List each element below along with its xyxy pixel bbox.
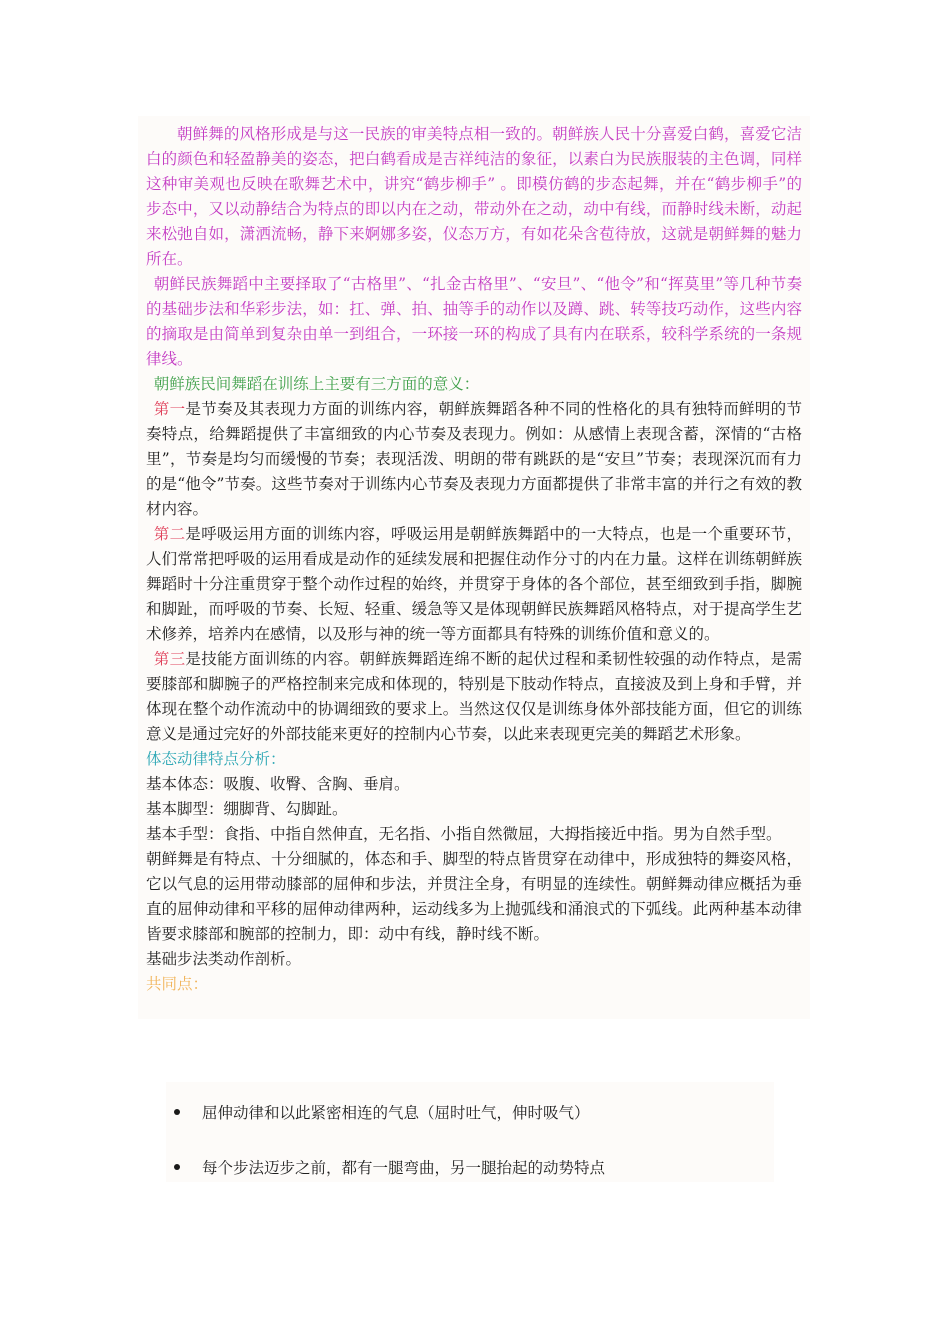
bullet-icon [174,1109,180,1115]
second-text: 是呼吸运用方面的训练内容，呼吸运用是朝鲜族舞蹈中的一大特点，也是一个重要环节，人们常常把呼吸的运用看成是动作的延续发展和把握住动作分寸的内在力量。这样在训练朝鲜族舞蹈时十分注重贯穿于整个动作过程的始终，并贯穿于身体的各个部位，甚至细致到手指，脚腕和脚趾，而呼吸的节奏、长短、轻重、缓急等又是体现朝鲜民族舞蹈风格特点，对于提高学生艺术修养，培养内在感情，以及形与神的统一等方面都具有特殊的训练价值和意义的。 [146,525,802,643]
analysis-heading: 体态动律特点分析： [146,750,286,768]
intro-paragraph: 朝鲜舞的风格形成是与这一民族的审美特点相一致的。朝鲜族人民十分喜爱白鹤，喜爱它洁白的颜色和轻盈静美的姿态，把白鹤看成是吉祥纯洁的象征，以素白为民族服装的主色调，同样这种审美观也反映在歌舞艺术中，讲究“鹤步柳手” 。即模仿鹤的步态起舞，并在“鹤步柳手”的步态中，又以动静结合为特点的即以内在之动，带动外在之动，动中有线，而静时线未断，动起来松弛自如，潇洒流畅，静下来婀娜多姿，仪态万方，有如花朵含苞待放，这就是朝鲜舞的魅力所在。 [146,125,802,268]
first-point-paragraph [146,397,802,522]
second-label: 第二 [153,525,186,543]
list-item-text: 屈伸动律和以此紧密相连的气息（屈时吐气，伸时吸气） [202,1104,590,1122]
third-label: 第三 [153,650,186,668]
meaning-heading: 朝鲜族民间舞蹈在训练上主要有三方面的意义： [153,375,480,393]
list-item [174,1156,605,1178]
first-label: 第一 [153,400,186,418]
first-text: 是节奏及其表现力方面的训练内容，朝鲜族舞蹈各种不同的性格化的具有独特而鲜明的节奏特点，给舞蹈提供了丰富细致的内心节奏及表现力。例如：从感情上表现含蓄，深情的“古格里”，节奏是均匀而缓慢的节奏；表现活泼、明朗的带有跳跃的是“安旦”节奏；表现深沉而有力的是“他令”节奏。这些节奏对于训练内心节奏及表现力方面都提供了非常丰富的并行之有效的教材内容。 [146,400,802,518]
third-point-paragraph [146,647,802,747]
document-body [138,116,810,1019]
list-item-text: 每个步法迈步之前，都有一腿弯曲，另一腿抬起的动势特点 [202,1159,606,1177]
basic-posture-line: 基本体态：吸腹、收臀、含胸、垂肩。 [146,775,410,793]
dynamics-paragraph: 朝鲜舞是有特点、十分细腻的，体态和手、脚型的特点皆贯穿在动律中，形成独特的舞姿风格，它以气息的运用带动膝部的屈伸和步法，并贯注全身，有明显的连续性。朝鲜舞动律应概括为垂直的屈伸动律和平移的屈伸动律两种，运动线多为上抛弧线和涌浪式的下弧线。此两种基本动律皆要求膝部和腕部的控制力，即：动中有线，静时线不断。 [146,850,802,943]
third-text: 是技能方面训练的内容。朝鲜族舞蹈连绵不断的起伏过程和柔韧性较强的动作特点，是需要膝部和脚腕子的严格控制来完成和体现的，特别是下肢动作特点，直接波及到上身和手臂，并体现在整个动作流动中的协调细致的要求上。当然这仅仅是训练身体外部技能方面，但它的训练意义是通过完好的外部技能来更好的控制内心节奏，以此来表现更完美的舞蹈艺术形象。 [146,650,802,743]
common-points-list [166,1082,774,1182]
basic-foot-line: 基本脚型：绷脚背、勾脚趾。 [146,800,348,818]
rhythm-paragraph: 朝鲜民族舞蹈中主要择取了“古格里”、“扎金古格里”、“安旦”、“他令”和“挥莫里”等几种节奏的基础步法和华彩步法，如：扛、弹、拍、抽等手的动作以及蹲、跳、转等技巧动作，这些内容的摘取是由简单到复杂由单一到组合，一环接一环的构成了具有内在联系，较科学系统的一条规律线。 [146,275,802,368]
second-point-paragraph [146,522,802,647]
list-item [174,1101,590,1123]
bullet-icon [174,1164,180,1170]
steps-analysis-line: 基础步法类动作剖析。 [146,950,302,968]
basic-hand-line: 基本手型：食指、中指自然伸直，无名指、小指自然微屈，大拇指接近中指。男为自然手型。 [146,825,782,843]
common-points-heading: 共同点： [146,975,209,993]
